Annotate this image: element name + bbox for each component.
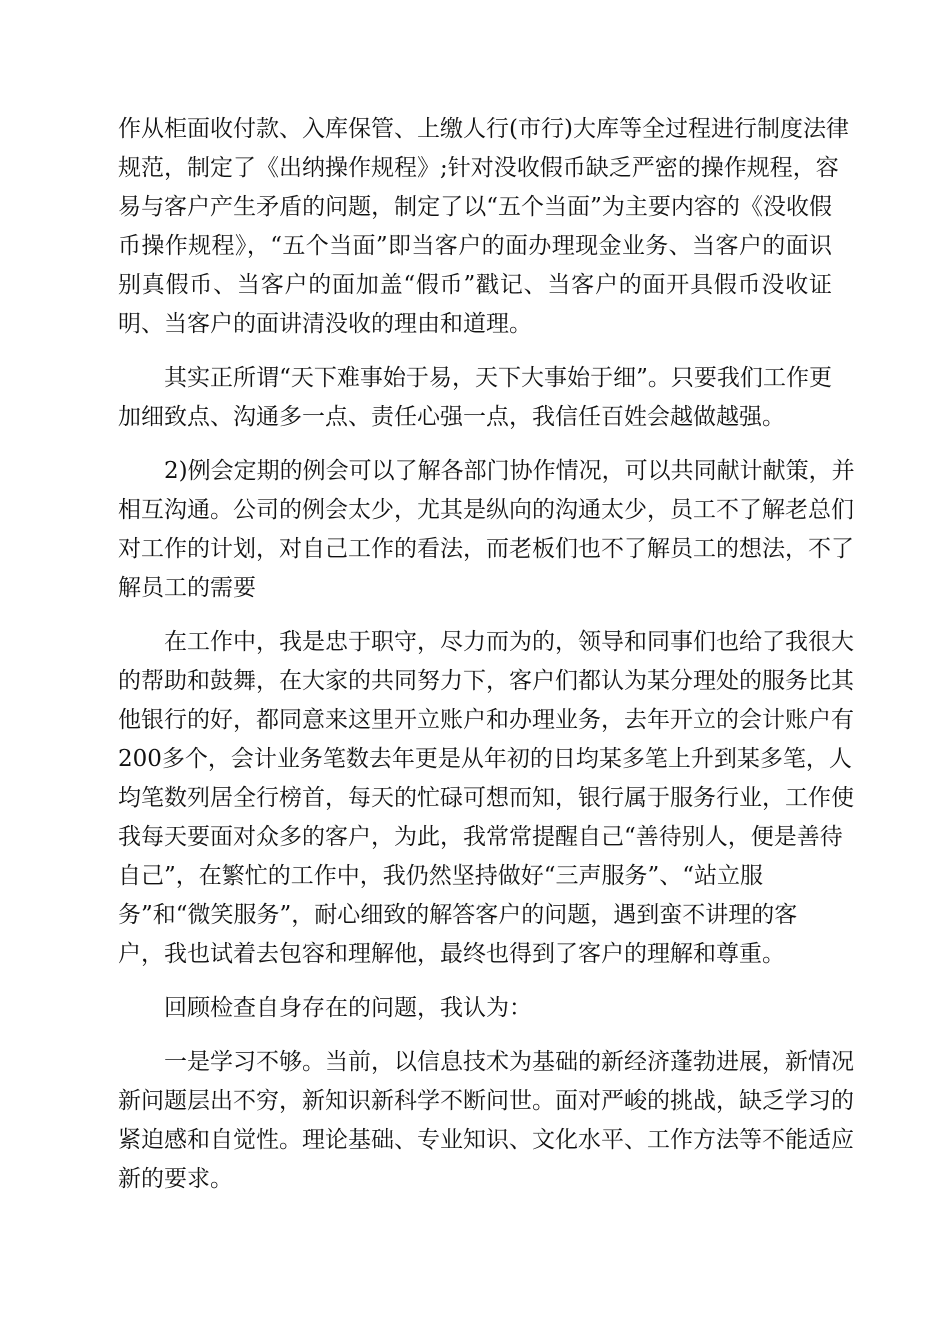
text-line: 紧迫感和自觉性。理论基础、专业知识、文化水平、工作方法等不能适应 [118, 1127, 854, 1153]
text-line: 在工作中，我是忠于职守，尽力而为的，领导和同事们也给了我很大 [164, 629, 854, 655]
paragraph-6 [118, 1043, 854, 1199]
text-line: 户，我也试着去包容和理解他，最终也得到了客户的理解和尊重。 [118, 941, 785, 967]
text-line: 币操作规程》，“五个当面”即当客户的面办理现金业务、当客户的面识 [118, 233, 832, 259]
text-line: 明、当客户的面讲清没收的理由和道理。 [118, 311, 532, 337]
text-line: 别真假币、当客户的面加盖“假币”戳记、当客户的面开具假币没收证 [118, 272, 832, 298]
document-body [118, 110, 855, 1214]
text-line: 务”和“微笑服务”，耐心细致的解答客户的问题，遇到蛮不讲理的客 [118, 902, 798, 928]
text-line: 自己”，在繁忙的工作中，我仍然坚持做好“三声服务”、“站立服 [118, 863, 764, 889]
paragraph-5 [118, 989, 832, 1028]
text-line: 新的要求。 [118, 1166, 233, 1192]
paragraph-3 [118, 452, 855, 608]
text-line: 一是学习不够。当前，以信息技术为基础的新经济蓬勃进展，新情况 [164, 1049, 854, 1075]
paragraph-4 [118, 623, 854, 974]
text-line: 回顾检查自身存在的问题，我认为： [164, 995, 532, 1021]
text-line: 200多个，会计业务笔数去年更是从年初的日均某多笔上升到某多笔，人 [118, 746, 852, 772]
paragraph-2 [118, 359, 832, 437]
text-line: 我每天要面对众多的客户，为此，我常常提醒自己“善待别人，便是善待 [118, 824, 843, 850]
text-line: 解员工的需要 [118, 575, 256, 601]
text-line: 作从柜面收付款、入库保管、上缴人行(市行)大库等全过程进行制度法律 [118, 116, 849, 142]
text-line: 他银行的好，都同意来这里开立账户和办理业务，去年开立的会计账户有 [118, 707, 854, 733]
text-line: 2)例会定期的例会可以了解各部门协作情况，可以共同献计献策，并 [164, 458, 855, 484]
text-line: 均笔数列居全行榜首，每天的忙碌可想而知，银行属于服务行业，工作使 [118, 785, 854, 811]
text-line: 其实正所谓“天下难事始于易，天下大事始于细”。只要我们工作更 [164, 365, 832, 391]
text-line: 规范，制定了《出纳操作规程》;针对没收假币缺乏严密的操作规程，容 [118, 155, 839, 181]
text-line: 的帮助和鼓舞，在大家的共同努力下，客户们都认为某分理处的服务比其 [118, 668, 854, 694]
text-line: 易与客户产生矛盾的问题，制定了以“五个当面”为主要内容的《没收假 [118, 194, 832, 220]
paragraph-1 [118, 110, 849, 344]
text-line: 新问题层出不穷，新知识新科学不断问世。面对严峻的挑战，缺乏学习的 [118, 1088, 854, 1114]
text-line: 相互沟通。公司的例会太少，尤其是纵向的沟通太少，员工不了解老总们 [118, 497, 854, 523]
text-line: 对工作的计划，对自己工作的看法，而老板们也不了解员工的想法，不了 [118, 536, 854, 562]
text-line: 加细致点、沟通多一点、责任心强一点，我信任百姓会越做越强。 [118, 404, 785, 430]
